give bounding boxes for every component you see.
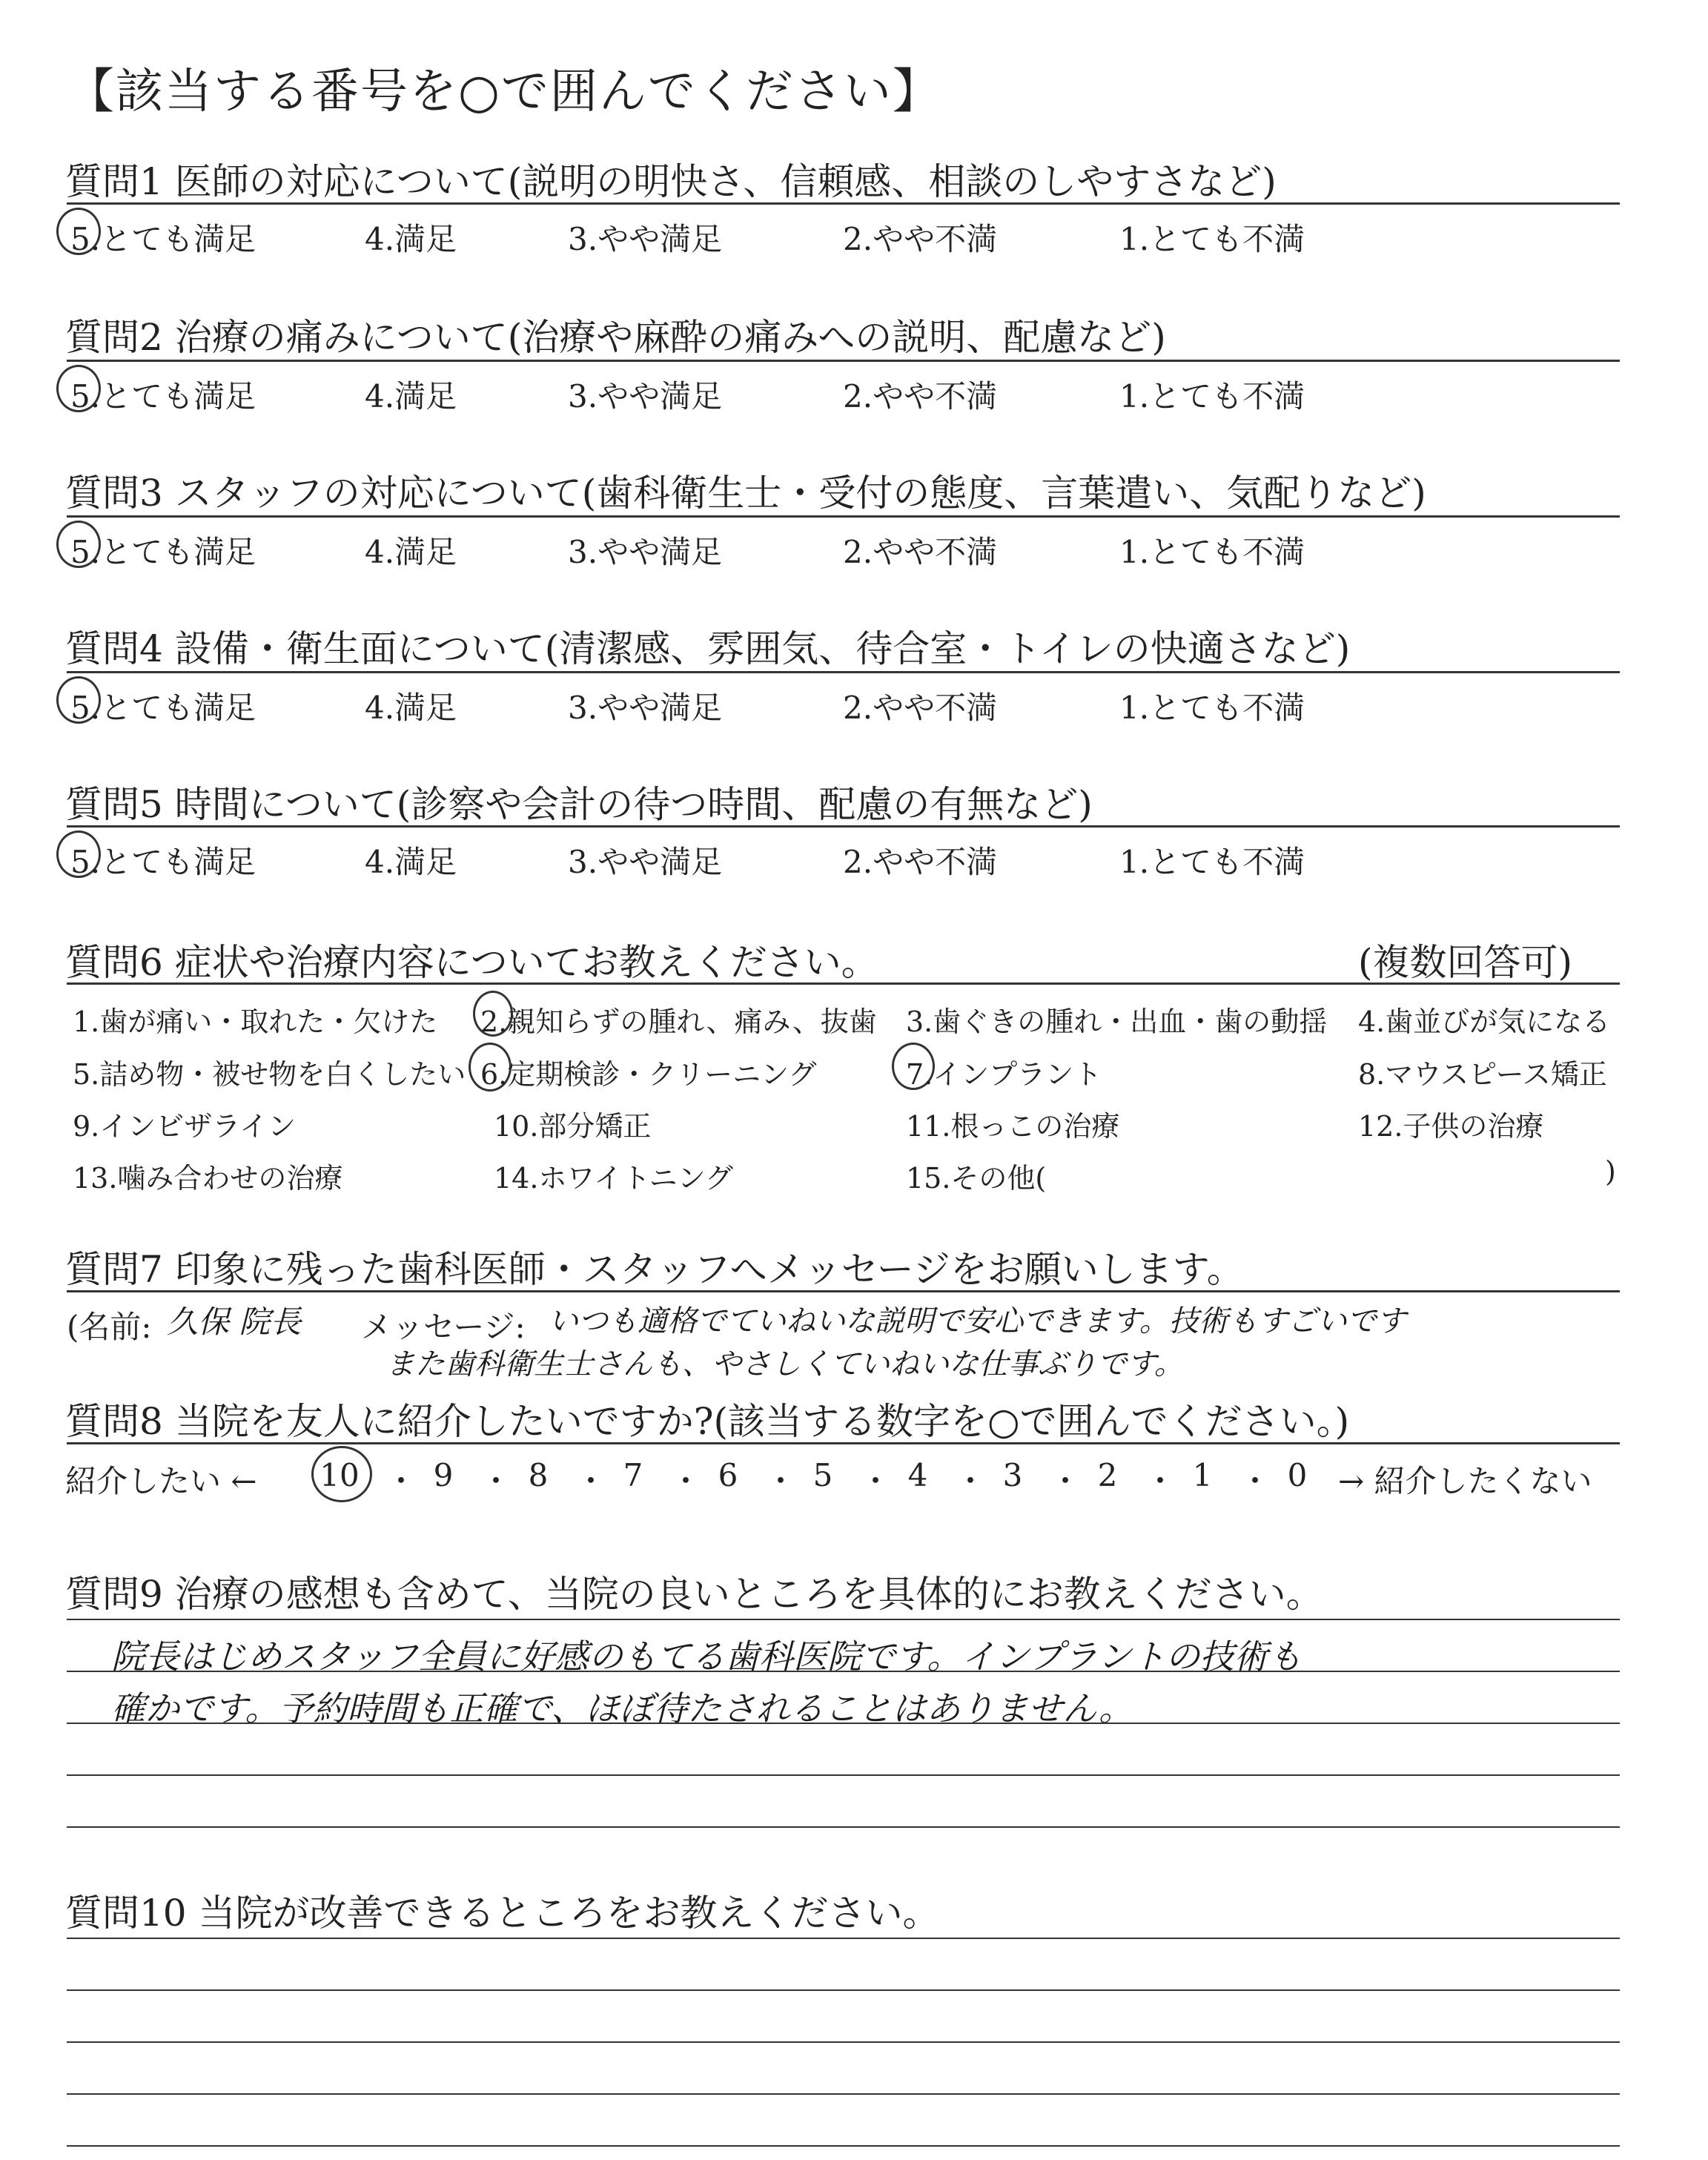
- question-1-option-2[interactable]: 2.やや不満: [843, 221, 998, 257]
- question-10-label: 質問10 当院が改善できるところをお教えください。: [65, 1892, 940, 1935]
- question-6-option-6[interactable]: 6.定期検診・クリーニング: [480, 1058, 817, 1091]
- question-1-option-5[interactable]: 5.とても満足: [70, 221, 256, 257]
- question-8-dot: ・: [575, 1463, 607, 1499]
- question-6-option-5[interactable]: 5.詰め物・被せ物を白くしたい: [73, 1058, 466, 1091]
- question-8-scale-5[interactable]: 5: [812, 1457, 833, 1493]
- question-8-dot: ・: [1239, 1463, 1271, 1499]
- question-6-other-close-paren: ): [1605, 1155, 1616, 1188]
- question-1-option-3[interactable]: 3.やや満足: [568, 221, 723, 257]
- question-5-rule: [67, 825, 1620, 828]
- question-5-option-5[interactable]: 5.とても満足: [70, 844, 256, 880]
- page-title: 【該当する番号を○で囲んでください】: [67, 65, 941, 119]
- question-8-scale-2[interactable]: 2: [1097, 1457, 1118, 1493]
- question-9-answer-line-2[interactable]: 確かです。予約時間も正確で、ほぼ待たされることはありません。: [111, 1688, 1133, 1728]
- question-4-option-3[interactable]: 3.やや満足: [568, 690, 723, 726]
- question-8-scale-4[interactable]: 4: [907, 1457, 928, 1493]
- question-6-option-11[interactable]: 11.根っこの治療: [906, 1110, 1120, 1143]
- question-8-scale-3[interactable]: 3: [1002, 1457, 1023, 1493]
- question-4-option-2[interactable]: 2.やや不満: [843, 690, 998, 726]
- question-7-message-line-2[interactable]: また歯科衛生士さんも、やさしくていねいな仕事ぶりです。: [385, 1347, 1184, 1381]
- question-6-option-1[interactable]: 1.歯が痛い・取れた・欠けた: [73, 1005, 438, 1038]
- question-8-dot: ・: [955, 1463, 987, 1499]
- question-4-label: 質問4 設備・衛生面について(清潔感、雰囲気、待合室・トイレの快適さなど): [65, 627, 1351, 670]
- question-9-line-3: [67, 1723, 1620, 1724]
- question-8-dot: ・: [860, 1463, 892, 1499]
- question-8-left-label: 紹介したい ←: [65, 1463, 257, 1499]
- question-8-dot: ・: [670, 1463, 702, 1499]
- question-2-option-1[interactable]: 1.とても不満: [1119, 378, 1305, 415]
- question-5-option-2[interactable]: 2.やや不満: [843, 844, 998, 880]
- question-10-line-5[interactable]: [67, 2145, 1620, 2147]
- question-7-rule: [67, 1290, 1620, 1292]
- question-6-label: 質問6 症状や治療内容についてお教えください。: [65, 941, 878, 984]
- question-3-rule: [67, 515, 1620, 518]
- question-3-option-1[interactable]: 1.とても不満: [1119, 534, 1305, 570]
- question-2-option-4[interactable]: 4.満足: [365, 378, 457, 415]
- question-9-line-4: [67, 1774, 1620, 1776]
- question-7-name-label: (名前:: [67, 1309, 152, 1345]
- question-4-rule: [67, 671, 1620, 673]
- question-1-option-4[interactable]: 4.満足: [365, 221, 457, 257]
- question-8-dot: ・: [1145, 1463, 1176, 1499]
- question-1-option-1[interactable]: 1.とても不満: [1119, 221, 1305, 257]
- question-2-option-5[interactable]: 5.とても満足: [70, 378, 256, 415]
- question-6-option-2[interactable]: 2.親知らずの腫れ、痛み、抜歯: [480, 1005, 877, 1038]
- question-6-option-8[interactable]: 8.マウスピース矯正: [1358, 1058, 1607, 1091]
- question-7-message-line-1[interactable]: いつも適格でていねいな説明で安心できます。技術もすごいです: [549, 1304, 1406, 1338]
- question-8-dot: ・: [1050, 1463, 1082, 1499]
- question-8-scale-7[interactable]: 7: [623, 1457, 643, 1493]
- question-6-option-3[interactable]: 3.歯ぐきの腫れ・出血・歯の動揺: [906, 1005, 1328, 1038]
- question-8-scale-9[interactable]: 9: [433, 1457, 454, 1493]
- question-6-option-15[interactable]: 15.その他(: [906, 1162, 1047, 1195]
- question-4-option-4[interactable]: 4.満足: [365, 690, 457, 726]
- question-6-option-14[interactable]: 14.ホワイトニング: [494, 1162, 734, 1195]
- question-1-rule: [67, 202, 1620, 205]
- question-2-option-2[interactable]: 2.やや不満: [843, 378, 998, 415]
- question-10-line-3[interactable]: [67, 2041, 1620, 2043]
- question-8-dot: ・: [480, 1463, 512, 1499]
- question-6-note: (複数回答可): [1358, 941, 1573, 984]
- question-6-option-13[interactable]: 13.噛み合わせの治療: [73, 1162, 343, 1195]
- question-8-right-label: → 紹介したくない: [1338, 1463, 1592, 1499]
- question-5-option-4[interactable]: 4.満足: [365, 844, 457, 880]
- question-4-option-1[interactable]: 1.とても不満: [1119, 690, 1305, 726]
- question-6-option-7[interactable]: 7.インプラント: [906, 1058, 1102, 1091]
- question-9-answer-line-1[interactable]: 院長はじめスタッフ全員に好感のもてる歯科医院です。インプラントの技術も: [111, 1636, 1302, 1677]
- question-3-option-3[interactable]: 3.やや満足: [568, 534, 723, 570]
- question-8-rule: [67, 1442, 1620, 1444]
- question-8-scale-0[interactable]: 0: [1287, 1457, 1308, 1493]
- question-3-label: 質問3 スタッフの対応について(歯科衛生士・受付の態度、言葉遣い、気配りなど): [65, 472, 1426, 515]
- question-7-name-value[interactable]: 久保 院長: [167, 1304, 302, 1340]
- question-10-line-4[interactable]: [67, 2093, 1620, 2095]
- question-6-option-12[interactable]: 12.子供の治療: [1358, 1110, 1544, 1143]
- question-5-option-1[interactable]: 1.とても不満: [1119, 844, 1305, 880]
- question-8-scale-1[interactable]: 1: [1192, 1457, 1213, 1493]
- question-6-rule: [67, 982, 1620, 985]
- question-5-label: 質問5 時間について(診察や会計の待つ時間、配慮の有無など): [65, 783, 1093, 826]
- question-9-line-2: [67, 1671, 1620, 1672]
- question-5-option-3[interactable]: 3.やや満足: [568, 844, 723, 880]
- question-2-label: 質問2 治療の痛みについて(治療や麻酔の痛みへの説明、配慮など): [65, 316, 1166, 359]
- question-7-label: 質問7 印象に残った歯科医師・スタッフへメッセージをお願いします。: [65, 1248, 1244, 1291]
- question-3-option-4[interactable]: 4.満足: [365, 534, 457, 570]
- question-8-dot: ・: [765, 1463, 797, 1499]
- question-8-label: 質問8 当院を友人に紹介したいですか?(該当する数字を○で囲んでください。): [65, 1400, 1350, 1443]
- question-8-scale-6[interactable]: 6: [718, 1457, 738, 1493]
- question-3-option-5[interactable]: 5.とても満足: [70, 534, 256, 570]
- question-8-dot: ・: [385, 1463, 417, 1499]
- question-9-line-5: [67, 1826, 1620, 1828]
- question-4-option-5[interactable]: 5.とても満足: [70, 690, 256, 726]
- question-9-label: 質問9 治療の感想も含めて、当院の良いところを具体的にお教えください。: [65, 1573, 1323, 1616]
- question-10-line-2[interactable]: [67, 1989, 1620, 1991]
- question-9-line-1: [67, 1619, 1620, 1620]
- question-8-scale-10[interactable]: 10: [320, 1457, 360, 1493]
- question-6-option-9[interactable]: 9.インビザライン: [73, 1110, 297, 1143]
- question-3-option-2[interactable]: 2.やや不満: [843, 534, 998, 570]
- question-2-option-3[interactable]: 3.やや満足: [568, 378, 723, 415]
- question-6-option-10[interactable]: 10.部分矯正: [494, 1110, 652, 1143]
- question-10-line-1[interactable]: [67, 1938, 1620, 1939]
- question-1-label: 質問1 医師の対応について(説明の明快さ、信頼感、相談のしやすさなど): [65, 160, 1277, 203]
- question-7-message-label: メッセージ:: [361, 1309, 526, 1345]
- question-8-scale-8[interactable]: 8: [528, 1457, 549, 1493]
- question-6-option-4[interactable]: 4.歯並びが気になる: [1358, 1005, 1611, 1038]
- question-2-rule: [67, 360, 1620, 362]
